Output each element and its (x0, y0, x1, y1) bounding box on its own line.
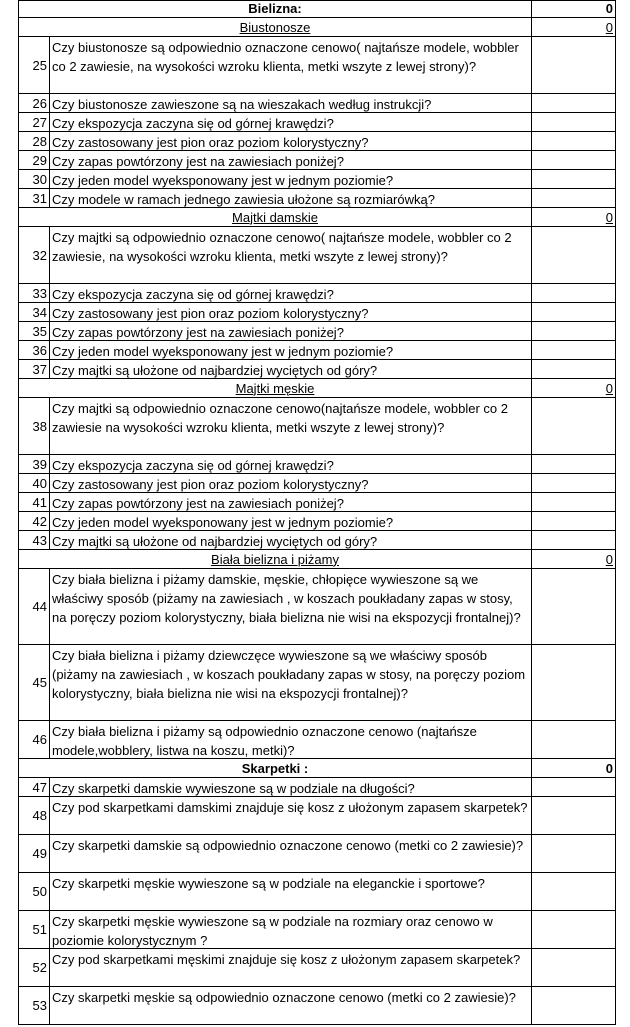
score-cell[interactable] (532, 531, 616, 550)
header-cell (18, 379, 532, 398)
header-cell (18, 18, 532, 37)
score-cell[interactable] (532, 911, 616, 949)
score-cell[interactable] (532, 151, 616, 170)
question-text: Czy biała bielizna i piżamy dziewczęce wywieszone są we właściwy sposób (piżamy na zawiesiach , w koszach poukładany zapas w stosy, na poręczy poziom kolorystyczny, biała bielizna nie wisi na ekspozycji frontalnej)? (50, 645, 532, 721)
question-text: Czy skarpetki damskie wywieszone są w podziale na długości? (50, 778, 532, 797)
score-cell[interactable] (532, 303, 616, 322)
score-cell[interactable] (532, 170, 616, 189)
question-row (0, 778, 630, 797)
score-cell[interactable] (532, 37, 616, 94)
question-number: 53 (18, 987, 50, 1025)
score-cell[interactable] (532, 94, 616, 113)
question-number: 38 (18, 398, 50, 455)
question-text: Czy zastosowany jest pion oraz poziom kolorystyczny? (50, 303, 532, 322)
score-cell[interactable] (532, 322, 616, 341)
score-cell[interactable] (532, 113, 616, 132)
question-text: Czy zapas powtórzony jest na zawiesiach poniżej? (50, 322, 532, 341)
question-text: Czy biustonosze zawieszone są na wieszakach według instrukcji? (50, 94, 532, 113)
question-text: Czy majtki są odpowiednio oznaczone cenowo(najtańsze modele, wobbler co 2 zawiesie na wysokości wzroku klienta, metki wszyte z lewej strony)? (50, 398, 532, 455)
question-number: 29 (18, 151, 50, 170)
score-cell[interactable] (532, 227, 616, 284)
score-cell[interactable] (532, 645, 616, 721)
question-row (0, 37, 630, 94)
question-text: Czy skarpetki damskie są odpowiednio oznaczone cenowo (metki co 2 zawiesie)? (50, 835, 532, 873)
question-text: Czy skarpetki męskie wywieszone są w podziale na eleganckie i sportowe? (50, 873, 532, 911)
question-row (0, 797, 630, 835)
question-text: Czy pod skarpetkami męskimi znajduje się kosz z ułożonym zapasem skarpetek? (50, 949, 532, 987)
score-cell[interactable] (532, 835, 616, 873)
question-text: Czy biała bielizna i piżamy damskie, męskie, chłopięce wywieszone są we właściwy sposób (piżamy na zawiesiach , w koszach poukładany zapas w stosy, na poręczy poziom kolorystyczny, biała bielizna nie wisi na ekspozycji frontalnej)? (50, 569, 532, 645)
question-number: 42 (18, 512, 50, 531)
score-cell[interactable] (532, 721, 616, 759)
score-cell[interactable] (532, 569, 616, 645)
score-cell[interactable] (532, 474, 616, 493)
question-number: 30 (18, 170, 50, 189)
question-row (0, 949, 630, 987)
question-text: Czy jeden model wyeksponowany jest w jednym poziomie? (50, 512, 532, 531)
question-row (0, 189, 630, 208)
subsection-title: Majtki męskie (235, 380, 315, 396)
question-number: 43 (18, 531, 50, 550)
question-row (0, 398, 630, 455)
question-number: 35 (18, 322, 50, 341)
question-text: Czy jeden model wyeksponowany jest w jednym poziomie? (50, 170, 532, 189)
section-header-row (0, 759, 630, 778)
question-row (0, 645, 630, 721)
section-score (532, 0, 616, 18)
score-cell[interactable] (532, 949, 616, 987)
subsection-score (532, 18, 616, 37)
header-cell (18, 0, 532, 18)
score-cell[interactable] (532, 987, 616, 1025)
question-text: Czy zastosowany jest pion oraz poziom kolorystyczny? (50, 132, 532, 151)
score-cell[interactable] (532, 493, 616, 512)
question-number: 31 (18, 189, 50, 208)
question-row (0, 94, 630, 113)
header-cell (18, 759, 532, 778)
score-cell[interactable] (532, 284, 616, 303)
question-row (0, 170, 630, 189)
question-row (0, 151, 630, 170)
question-row (0, 303, 630, 322)
question-row (0, 341, 630, 360)
question-text: Czy zapas powtórzony jest na zawiesiach poniżej? (50, 151, 532, 170)
question-number: 47 (18, 778, 50, 797)
question-number: 32 (18, 227, 50, 284)
question-text: Czy jeden model wyeksponowany jest w jednym poziomie? (50, 341, 532, 360)
question-number: 34 (18, 303, 50, 322)
question-number: 28 (18, 132, 50, 151)
question-row (0, 721, 630, 759)
question-row (0, 531, 630, 550)
question-row (0, 455, 630, 474)
question-number: 46 (18, 721, 50, 759)
subsection-header-row (0, 379, 630, 398)
score-value: 0 (605, 760, 613, 776)
question-text: Czy biała bielizna i piżamy są odpowiednio oznaczone cenowo (najtańsze modele,wobblery, listwa na koszu, metki)? (50, 721, 532, 759)
score-cell[interactable] (532, 189, 616, 208)
question-row (0, 132, 630, 151)
subsection-title: Biała bielizna i piżamy (211, 551, 339, 567)
header-cell (18, 550, 532, 569)
score-cell[interactable] (532, 398, 616, 455)
question-number: 37 (18, 360, 50, 379)
question-number: 48 (18, 797, 50, 835)
question-text: Czy pod skarpetkami damskimi znajduje się kosz z ułożonym zapasem skarpetek? (50, 797, 532, 835)
question-text: Czy modele w ramach jednego zawiesia ułożone są rozmiarówką? (50, 189, 532, 208)
question-number: 39 (18, 455, 50, 474)
header-cell (18, 208, 532, 227)
question-text: Czy majtki są ułożone od najbardziej wyciętych od góry? (50, 360, 532, 379)
question-number: 26 (18, 94, 50, 113)
score-cell[interactable] (532, 360, 616, 379)
subsection-header-row (0, 550, 630, 569)
question-row (0, 873, 630, 911)
question-text: Czy ekspozycja zaczyna się od górnej krawędzi? (50, 284, 532, 303)
subsection-title: Majtki damskie (232, 209, 318, 225)
score-value: 0 (605, 380, 613, 396)
question-row (0, 512, 630, 531)
question-number: 25 (18, 37, 50, 94)
question-number: 27 (18, 113, 50, 132)
question-number: 41 (18, 493, 50, 512)
score-cell[interactable] (532, 132, 616, 151)
question-number: 36 (18, 341, 50, 360)
subsection-title: Biustonosze (239, 19, 311, 35)
question-text: Czy skarpetki męskie są odpowiednio oznaczone cenowo (metki co 2 zawiesie)? (50, 987, 532, 1025)
question-number: 50 (18, 873, 50, 911)
question-text: Czy majtki są odpowiednio oznaczone cenowo( najtańsze modele, wobbler co 2 zawiesie, na wysokości wzroku klienta, metki wszyte z lewej strony)? (50, 227, 532, 284)
subsection-score (532, 379, 616, 398)
question-text: Czy ekspozycja zaczyna się od górnej krawędzi? (50, 455, 532, 474)
question-row (0, 493, 630, 512)
question-row (0, 113, 630, 132)
score-cell[interactable] (532, 341, 616, 360)
score-value: 0 (605, 1, 613, 16)
section-score (532, 759, 616, 778)
question-text: Czy majtki są ułożone od najbardziej wyciętych od góry? (50, 531, 532, 550)
score-cell[interactable] (532, 512, 616, 531)
score-cell[interactable] (532, 873, 616, 911)
question-row (0, 987, 630, 1025)
question-row (0, 322, 630, 341)
question-row (0, 569, 630, 645)
section-title: Bielizna: (248, 1, 302, 16)
score-cell[interactable] (532, 455, 616, 474)
question-number: 44 (18, 569, 50, 645)
question-text: Czy biustonosze są odpowiednio oznaczone cenowo( najtańsze modele, wobbler co 2 zawiesie, na wysokości wzroku klienta, metki wszyte z lewej strony)? (50, 37, 532, 94)
question-row (0, 911, 630, 949)
score-cell[interactable] (532, 797, 616, 835)
score-value: 0 (605, 209, 613, 225)
question-row (0, 360, 630, 379)
question-row (0, 835, 630, 873)
subsection-score (532, 550, 616, 569)
score-value: 0 (605, 551, 613, 567)
question-number: 45 (18, 645, 50, 721)
question-number: 33 (18, 284, 50, 303)
subsection-score (532, 208, 616, 227)
question-text: Czy zastosowany jest pion oraz poziom kolorystyczny? (50, 474, 532, 493)
question-text: Czy skarpetki męskie wywieszone są w podziale na rozmiary oraz cenowo w poziomie kolorystycznym ? (50, 911, 532, 949)
question-number: 49 (18, 835, 50, 873)
question-row (0, 227, 630, 284)
question-number: 40 (18, 474, 50, 493)
subsection-header-row (0, 208, 630, 227)
section-title: Skarpetki : (241, 760, 309, 776)
question-text: Czy zapas powtórzony jest na zawiesiach poniżej? (50, 493, 532, 512)
section-header-row (0, 0, 630, 18)
question-row (0, 474, 630, 493)
question-number: 52 (18, 949, 50, 987)
question-text: Czy ekspozycja zaczyna się od górnej krawędzi? (50, 113, 532, 132)
subsection-header-row (0, 18, 630, 37)
score-value: 0 (605, 19, 613, 35)
question-row (0, 284, 630, 303)
score-cell[interactable] (532, 778, 616, 797)
question-number: 51 (18, 911, 50, 949)
